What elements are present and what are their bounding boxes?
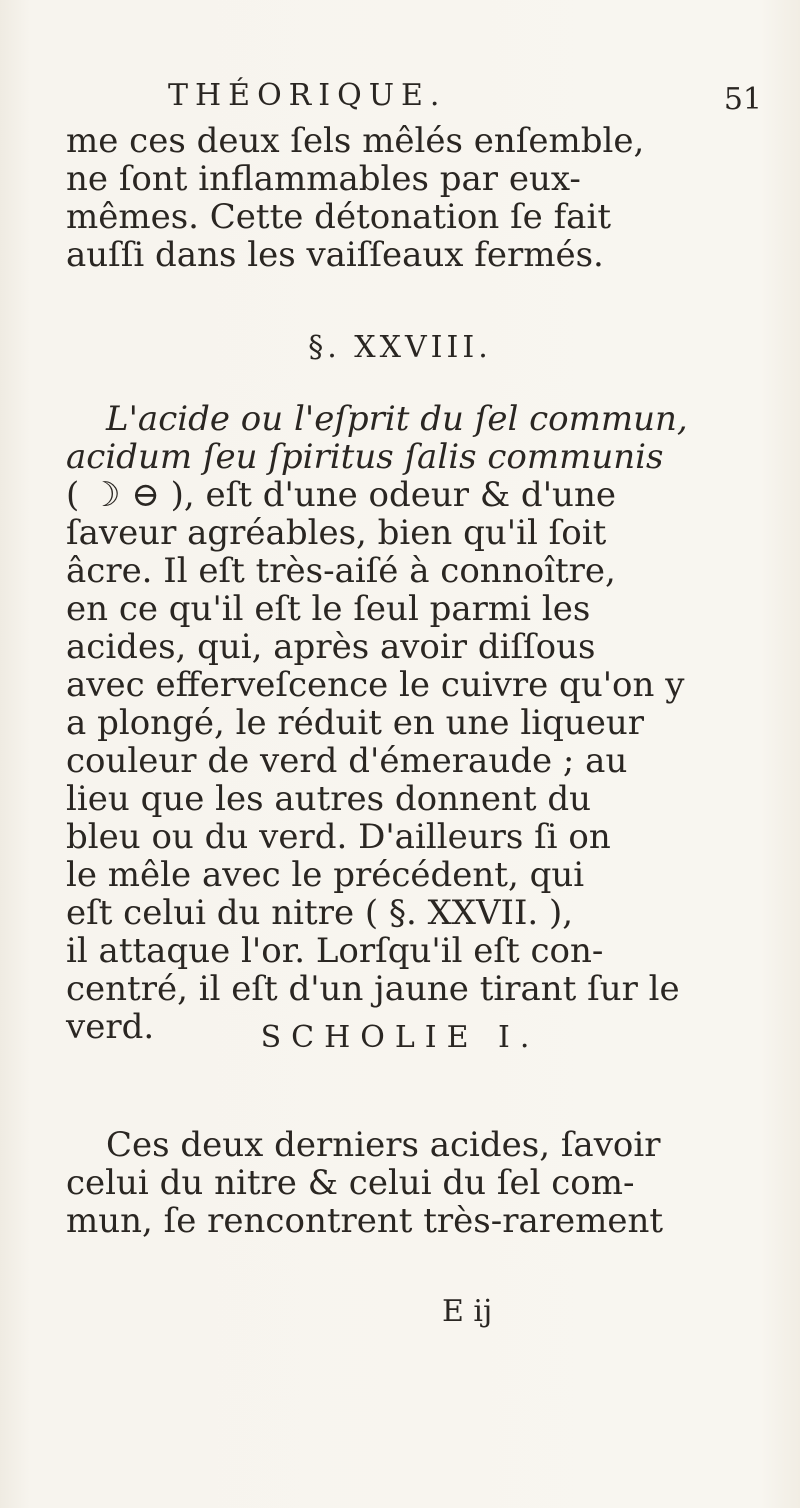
scholie-heading: SCHOLIE I. — [260, 1020, 540, 1055]
text-line: acidum ſeu ſpiritus ſalis communis — [66, 437, 664, 477]
text-line: acides, qui, après avoir diſſous — [66, 627, 596, 667]
text-line: lieu que les autres donnent du — [66, 779, 592, 819]
text-line: couleur de verd d'émeraude ; au — [66, 741, 628, 781]
signature-mark: E ij — [442, 1294, 493, 1329]
text-line: ( ☽ ⊖ ), eſt d'une odeur & d'une — [66, 475, 616, 515]
text-line: ne ſont inflammables par eux- — [66, 159, 581, 199]
text-line: bleu ou du verd. D'ailleurs ſi on — [66, 817, 611, 857]
text-line: avec efferveſcence le cuivre qu'on y — [66, 665, 685, 705]
text-line — [66, 1126, 776, 1164]
paragraph-1 — [66, 122, 776, 274]
paragraph-3 — [66, 1126, 776, 1240]
text-line: auſſi dans les vaiſſeaux fermés. — [66, 235, 604, 275]
text-line-content: L'acide ou l'eſprit du ſel commun, — [106, 399, 688, 439]
text-line: âcre. Il eſt très-aiſé à connoître, — [66, 551, 616, 591]
text-line: eſt celui du nitre ( §. XXVII. ), — [66, 893, 574, 933]
text-line — [66, 400, 776, 438]
paragraph-2 — [66, 400, 776, 1046]
text-line: verd. — [66, 1007, 155, 1047]
text-line: centré, il eſt d'un jaune tirant ſur le — [66, 969, 680, 1009]
text-line: en ce qu'il eſt le ſeul parmi les — [66, 589, 591, 629]
text-line: a plongé, le réduit en une liqueur — [66, 703, 644, 743]
text-line: il attaque l'or. Lorſqu'il eſt con- — [66, 931, 604, 971]
text-line: celui du nitre & celui du ſel com- — [66, 1163, 635, 1203]
running-title: THÉORIQUE. — [168, 78, 447, 113]
text-line: me ces deux ſels mêlés enſemble, — [66, 121, 645, 161]
section-heading: §. XXVIII. — [308, 330, 492, 365]
text-line: le mêle avec le précédent, qui — [66, 855, 585, 895]
page-number: 51 — [723, 82, 762, 117]
text-line-content: Ces deux derniers acides, ſavoir — [106, 1125, 661, 1165]
running-header — [168, 78, 768, 118]
text-line: mêmes. Cette détonation ſe fait — [66, 197, 611, 237]
text-line: mun, ſe rencontrent très-rarement — [66, 1201, 664, 1241]
text-line: ſaveur agréables, bien qu'il ſoit — [66, 513, 607, 553]
